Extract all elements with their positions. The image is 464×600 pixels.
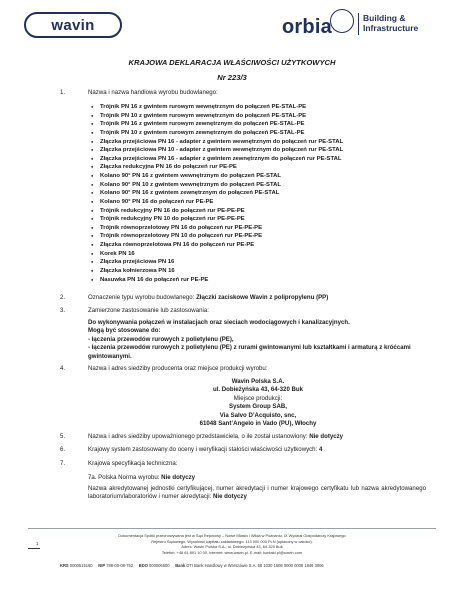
- page-number: 1: [36, 541, 39, 546]
- page-number-underline: [28, 548, 40, 549]
- production-company: System Group SAB,: [229, 403, 287, 411]
- section-7-label: Krajowa specyfikacja techniczna:: [88, 460, 178, 467]
- manufacturer-name: Wavin Polska S.A.: [231, 378, 285, 385]
- section-5-number: 5.: [60, 433, 66, 440]
- list-item: ● Korek PN 16: [100, 250, 420, 259]
- krs-label: KRS: [60, 563, 69, 568]
- list-item: ● Kolano 90° PN 10 z gwintem wewnętrznym do połączeń PE-STAL: [100, 181, 420, 190]
- section-4-number: 4.: [60, 365, 66, 372]
- section-3-line-2: Mogą być stosowane do:: [88, 327, 161, 335]
- section-3-body: [88, 319, 428, 361]
- section-2-label: Oznaczenie typu wyrobu budowlanego:: [88, 294, 195, 301]
- bank-label: Bank: [175, 563, 186, 568]
- footer-line-2: Rejestru Sądowego. Wysokość kapitału zakładowego: 113 000 000 PLN (opłacony w całości).: [151, 538, 313, 544]
- section-6-number: 6.: [60, 446, 66, 453]
- list-item: ● Trójnik równoprzelotowy PN 10 do połączeń rur PE-PE-PE: [100, 232, 420, 241]
- list-item: ● Trójnik PN 10 z gwintem rurowym zewnętrznym do połączeń PE-STAL-PE: [100, 129, 420, 138]
- section-5-value: Nie dotyczy: [309, 433, 344, 440]
- bdo-label: BDO: [138, 563, 148, 568]
- wavin-logo: [24, 12, 122, 38]
- list-item: ● Trójnik równoprzelotowy PN 16 do połączeń rur PE-PE-PE: [100, 224, 420, 233]
- list-item: ● Złączka przejściowa PN 16 - adapter z gwintem zewnętrznym do połączeń rur PE-STAL: [100, 155, 420, 164]
- list-item: ● Złączka przejściowa PN 10 - adapter z gwintem wewnętrznym do połączeń rur PE-STAL: [100, 146, 420, 155]
- footer-line-1: Dokumentacja Spółki przechowywana jest w Sąd Rejonowy – Nowe Miasto i Wilda w Poznaniu, IX Wydział Gospodarczy Krajowego: [118, 533, 346, 538]
- list-item: ● Złączka przejściowa PN 16: [100, 258, 420, 267]
- list-item: ● Trójnik PN 16 z gwintem rurowym wewnętrznym do połączeń PE-STAL-PE: [100, 103, 420, 112]
- section-7-number: 7.: [60, 460, 66, 467]
- footer-info: [60, 533, 404, 555]
- list-item: ● Trójnik PN 16 z gwintem rurowym zewnętrznym do połączeń PE-STAL-PE: [100, 120, 420, 129]
- section-7a-text: [88, 474, 456, 482]
- section-4-label: Nazwa i adres siedziby producenta oraz miejsce produkcji wyrobu:: [88, 365, 268, 372]
- list-item: ● Trójnik redukcyjny PN 16 do połączeń rur PE-PE-PE: [100, 207, 420, 216]
- list-item: ● Nasuwka PN 16 do połączeń rur PE-PE: [100, 276, 420, 285]
- page-header: [0, 0, 464, 44]
- section-3-line-1: Do wykonywania połączeń w instalacjach oraz sieciach wodociągowych i kanalizacyjnych.: [88, 319, 350, 326]
- production-city: 61048 Sant’Angelo in Vado (PU), Włochy: [199, 420, 317, 428]
- krs-value: 0000515160: [69, 563, 93, 568]
- building-line-2: Infrastructure: [363, 22, 419, 33]
- section-3-label: Zamierzone zastosowanie lub zastosowania:: [88, 307, 209, 314]
- section-7-body: [88, 485, 426, 502]
- list-item: ● Złączka redukcyjna PN 16 do połączeń rur PE-PE: [100, 163, 420, 172]
- list-item: ● Kolano 90° PN 16 do połączeń rur PE-PE: [100, 198, 420, 207]
- product-list: [100, 103, 420, 284]
- list-item: ● Trójnik redukcyjny PN 10 do połączeń rur PE-PE-PE: [100, 215, 420, 224]
- building-line-1: Building &: [363, 13, 406, 23]
- section-7a-value: Nie dotyczy: [161, 474, 196, 481]
- footer-line-4: Telefon: +48 61 891 10 00. Internet: www.wavin.pl. E-mail: kontakt.pl@wavin.com: [161, 549, 303, 555]
- section-6-text: [88, 446, 456, 454]
- list-item: ● Kolano 90° PN 16 z gwintem zewnętrznym do połączeń PE-STAL: [100, 189, 420, 198]
- section-5-label: Nazwa i adres siedziby upoważnionego przedstawiciela, o ile został ustanowiony:: [88, 433, 308, 440]
- section-1-number: 1.: [60, 89, 66, 96]
- section-7-body-text: Nazwa akredytowanej jednostki certyfikującej, numer akredytacji i numer krajowego certyfikatu lub nazwa akredytowanego laboratorium/laboratoriów i numer akredytacji:: [88, 485, 426, 501]
- building-infrastructure-label: [363, 14, 418, 33]
- section-5-text: [88, 433, 456, 441]
- orbia-mark-icon: [330, 9, 354, 33]
- document-number: Nr 223/3: [217, 73, 247, 82]
- logo-divider: [358, 13, 359, 35]
- section-3-line-4: - łączenia przewodów rurowych z polietylenu (PE) z rurami gwintowanymi lub kształtkami i armaturą z króćcami gwintowanymi.: [88, 344, 411, 360]
- section-7a-label: 7a. Polska Norma wyrobu:: [88, 474, 160, 481]
- nip-label: NIP: [98, 563, 106, 568]
- document-title: KRAJOWA DEKLARACJA WŁAŚCIWOŚCI UŻYTKOWYCH: [128, 58, 336, 67]
- section-3-number: 3.: [60, 307, 66, 314]
- bdo-value: 000006500: [149, 563, 170, 568]
- section-6-value: 4: [318, 446, 323, 453]
- section-2-number: 2.: [60, 294, 66, 301]
- footer-line-3: Adres: Wavin Polska S.A., ul. Dobieżyńska 43, 64-320 Buk: [181, 544, 283, 550]
- production-place-label: Miejsce produkcji:: [233, 394, 283, 402]
- nip-value: 788-00-08-752: [106, 563, 134, 568]
- list-item: ● Złączka kołnierzowa PN 16: [100, 267, 420, 276]
- section-2-value: Złączki zaciskowe Wavin z polipropylenu (PP): [196, 294, 329, 301]
- list-item: ● Trójnik PN 10 z gwintem rurowym wewnętrznym do połączeń PE-STAL-PE: [100, 112, 420, 121]
- section-6-label: Krajowy system zastosowany do oceny i weryfikacji stałości właściwości użytkowych:: [88, 446, 318, 453]
- list-item: ● Złączka przejściowa PN 16 - adapter z gwintem wewnętrznym do połączeń rur PE-STAL: [100, 138, 420, 147]
- orbia-logo: orbia: [282, 16, 332, 38]
- footer-divider: [28, 528, 436, 529]
- production-street: Via Salvo D’Acquisto, snc,: [219, 411, 297, 419]
- bank-value: DTI Bank Handlowy w Warszawie S.A. 58 1030 1508 0000 0008 1846 3006: [186, 563, 324, 568]
- section-2-text: [88, 294, 456, 302]
- list-item: ● Złączka równoprzelotowa PN 16 do połączeń rur PE-PE: [100, 241, 420, 250]
- section-7-body-value: Nie dotyczy: [213, 493, 247, 501]
- list-item: ● Kolano 90° PN 16 z gwintem wewnętrznym do połączeń PE-STAL: [100, 172, 420, 181]
- registration-info: [60, 563, 420, 568]
- section-3-line-3: - łączenia przewodów rurowych z polietylenu (PE),: [88, 335, 234, 343]
- wavin-logo-text: wavin: [51, 16, 95, 34]
- section-1-label: Nazwa i nazwa handlowa wyrobu budowlanego:: [88, 89, 218, 96]
- manufacturer-street: ul. Dobieżyńska 43, 64-320 Buk: [212, 386, 304, 394]
- manufacturer-address: [88, 378, 428, 428]
